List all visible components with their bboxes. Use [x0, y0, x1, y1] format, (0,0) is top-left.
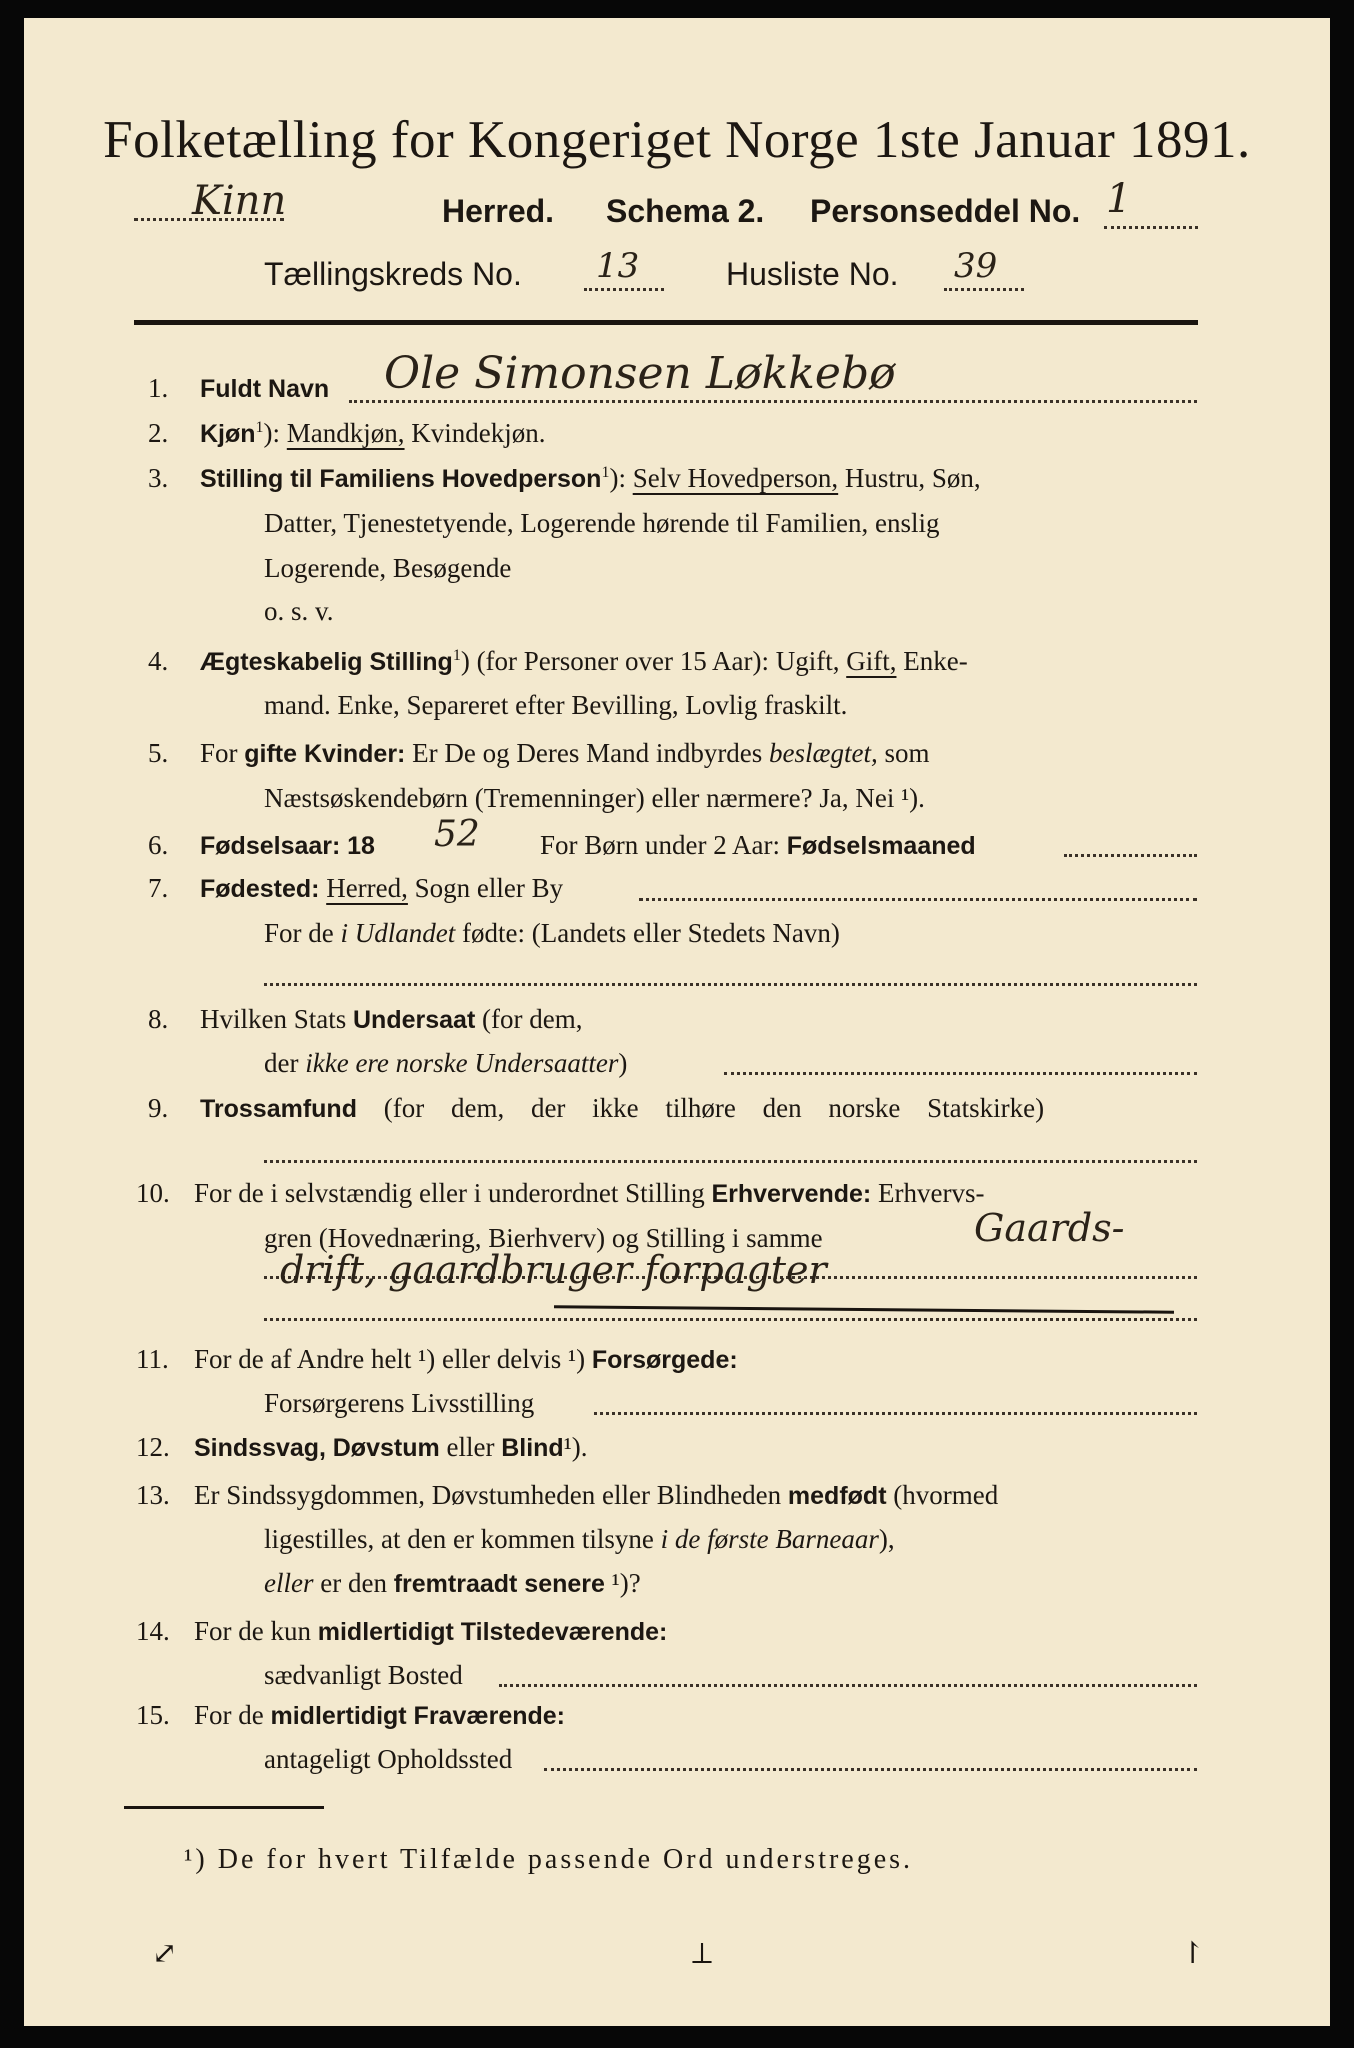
q10-dots2: [264, 1318, 1197, 1321]
q3-option-selv: Selv Hovedperson,: [632, 463, 839, 493]
q10-value2: drift, gaardbruger forpagter: [280, 1248, 827, 1292]
q13-label: medfødt: [787, 1482, 887, 1510]
q2-sup: 1: [255, 419, 264, 436]
q5-text1: Er De og Deres Mand indbyrdes: [412, 738, 763, 768]
q7-line3-dots: [264, 983, 1197, 986]
corner-mark-center: ⟂: [692, 1936, 713, 1971]
q6-line1: [200, 830, 375, 861]
q4-number: 4.: [148, 646, 169, 676]
q11-dots: [594, 1412, 1197, 1415]
q8-line2-post: ): [618, 1048, 628, 1078]
q3-line3: Logerende, Besøgende: [264, 553, 512, 583]
q3-number: 3.: [148, 463, 169, 493]
q7-line2-i: i: [340, 918, 349, 948]
personseddel-value: 1: [1106, 176, 1132, 222]
q5-line2: Næstsøskendebørn (Tremenninger) eller nærmere? Ja, Nei ¹).: [264, 783, 925, 813]
q6-dots: [1064, 854, 1197, 857]
q10-line1: [194, 1178, 984, 1209]
q12-line1: [194, 1432, 588, 1463]
q9-dots: [264, 1160, 1197, 1163]
q2-label: Kjøn: [200, 420, 256, 448]
q5-text1b: som: [884, 738, 930, 768]
q13-line3-mid: er den: [320, 1568, 387, 1598]
q13-line2-pre: ligestilles, at den er kommen tilsyne: [264, 1524, 654, 1554]
q5-beslaegtet: beslægtet,: [769, 738, 878, 768]
q12-label3: Blind: [501, 1434, 564, 1462]
q8-number: 8.: [148, 1004, 169, 1034]
q8-line1: [200, 1004, 582, 1035]
kreds-label: Tællingskreds No.: [264, 256, 522, 292]
q5-pre: For: [200, 738, 238, 768]
footnote: ¹) De for hvert Tilfælde passende Ord understreges.: [184, 1844, 914, 1875]
q11-label: Forsørgede:: [591, 1346, 738, 1374]
q15-dots: [544, 1768, 1197, 1771]
q10-stroke: [554, 1305, 1174, 1313]
q15-pre: For de: [194, 1700, 264, 1730]
q14-label: midlertidigt Tilstedeværende:: [317, 1618, 668, 1646]
q11-line1: [194, 1344, 738, 1375]
herred-label: Herred.: [442, 193, 555, 229]
q13-line1: [194, 1480, 998, 1511]
q14-number: 14.: [136, 1616, 170, 1646]
q4-line2: mand. Enke, Separeret efter Bevilling, Lovlig fraskilt.: [264, 690, 848, 720]
q10-label: Erhvervende:: [711, 1180, 872, 1208]
corner-mark-left: ⤢: [152, 1936, 178, 1971]
q8-line2-it: ikke ere norske Undersaatter: [305, 1048, 619, 1078]
q7-line2: [264, 918, 840, 949]
q14-dots: [499, 1684, 1197, 1687]
q12-mid: eller: [446, 1432, 495, 1462]
q2-option-mandkjon: Mandkjøn,: [286, 418, 405, 448]
q13-pre: Er Sindssygdommen, Døvstumheden eller Blindheden: [194, 1480, 782, 1510]
q15-line1: [194, 1700, 565, 1731]
q7-label: Fødested:: [200, 875, 320, 903]
q3-line1: [200, 463, 981, 494]
q4-paren: ) (for Personer over 15 Aar): Ugift,: [460, 646, 840, 676]
q8-dots: [724, 1072, 1197, 1075]
kreds-value: 13: [596, 246, 640, 286]
q5-line1: [200, 738, 930, 769]
q4-label: Ægteskabelig Stilling: [200, 648, 453, 676]
q10-pre: For de i selvstændig eller i underordnet Stilling: [194, 1178, 705, 1208]
q6-label: Fødselsaar:: [200, 832, 341, 860]
q1-dots: [349, 400, 1197, 403]
q6-number: 6.: [148, 830, 169, 860]
q1-number: 1.: [148, 373, 169, 403]
q10-number: 10.: [136, 1178, 170, 1208]
q5-label: gifte Kvinder:: [244, 740, 406, 768]
q4-line1: [200, 646, 968, 677]
q8-post: (for dem,: [482, 1004, 583, 1034]
q13-line3-eller: eller: [264, 1568, 314, 1598]
q10-line2: gren (Hovednæring, Bierhverv) og Stilling i samme: [264, 1223, 823, 1253]
q6-line1b: [540, 830, 976, 861]
q7-line2-udlandet: Udlandet: [354, 918, 456, 948]
husliste-value: 39: [954, 246, 998, 286]
q12-label2: Døvstum: [332, 1434, 440, 1462]
q13-number: 13.: [136, 1480, 170, 1510]
corner-mark-right: ↾: [1180, 1936, 1206, 1971]
kreds-dots: [584, 288, 664, 291]
q7-line1: [200, 873, 563, 904]
footnote-rule: [124, 1806, 324, 1809]
q2-colon: ):: [263, 418, 281, 448]
q14-line1: [194, 1616, 667, 1647]
q3-sup: 1: [601, 464, 610, 481]
header-rule: [134, 320, 1198, 325]
q12-post: ¹).: [563, 1432, 588, 1462]
q15-line2: antageligt Opholdssted: [264, 1744, 513, 1774]
q2-option-kvindekjon: Kvindekjøn.: [411, 418, 546, 448]
q12-label1: Sindssvag,: [194, 1434, 326, 1462]
q9-text: (for dem, der ikke tilhøre den norske Statskirke): [383, 1093, 1045, 1123]
q8-label: Undersaat: [353, 1006, 476, 1034]
q4-sup: 1: [452, 647, 461, 664]
q13-line3: [264, 1568, 641, 1599]
q6-text: For Børn under 2 Aar:: [540, 830, 780, 860]
q8-line2-pre: der: [264, 1048, 299, 1078]
q1-label: Fuldt Navn: [200, 375, 330, 403]
q7-option-herred: Herred,: [326, 873, 408, 903]
q11-pre: For de af Andre helt ¹) eller delvis ¹): [194, 1344, 586, 1374]
q13-line2-it: i de første Barneaar: [660, 1524, 879, 1554]
husliste-label: Husliste No.: [726, 256, 899, 292]
q6-prefix: 18: [347, 832, 375, 860]
q4-option-gift: Gift,: [846, 646, 897, 676]
q15-label: midlertidigt Fraværende:: [270, 1702, 565, 1730]
q14-pre: For de kun: [194, 1616, 311, 1646]
q3-label: Stilling til Familiens Hovedperson: [200, 465, 602, 493]
q7-line2-post: fødte: (Landets eller Stedets Navn): [462, 918, 840, 948]
q8-line2: [264, 1048, 627, 1079]
q10-post: Erhvervs-: [878, 1178, 985, 1208]
q11-line2: Forsørgerens Livsstilling: [264, 1388, 535, 1418]
q14-line2: sædvanligt Bosted: [264, 1660, 463, 1690]
form-title: Folketælling for Kongeriget Norge 1ste Januar 1891.: [103, 111, 1251, 169]
schema-label: Schema 2.: [606, 193, 765, 229]
personseddel-dots: [1104, 226, 1198, 229]
census-form: [24, 18, 1330, 2026]
q6-label2: Fødselsmaaned: [786, 832, 976, 860]
q9-label: Trossamfund: [200, 1095, 357, 1123]
q13-line3-bold: fremtraadt senere: [393, 1570, 605, 1598]
q8-pre: Hvilken Stats: [200, 1004, 347, 1034]
q7-number: 7.: [148, 873, 169, 903]
q13-line2-post: ),: [878, 1524, 895, 1554]
husliste-dots: [944, 288, 1024, 291]
q4-rest1: Enke-: [903, 646, 968, 676]
q3-colon: ):: [609, 463, 626, 493]
q13-line2: [264, 1524, 895, 1555]
q7-dots: [639, 898, 1197, 901]
q3-rest1: Hustru, Søn,: [844, 463, 981, 493]
q2-text: [200, 418, 546, 449]
q3-line4: o. s. v.: [264, 596, 334, 626]
q13-line3-post: ¹)?: [611, 1568, 641, 1598]
q7-rest: Sogn eller By: [414, 873, 564, 903]
personseddel-label: Personseddel No.: [810, 193, 1081, 229]
q15-number: 15.: [136, 1700, 170, 1730]
q9-line1: [200, 1093, 1190, 1124]
q5-number: 5.: [148, 738, 169, 768]
q11-number: 11.: [136, 1344, 169, 1374]
q3-line2: Datter, Tjenestetyende, Logerende hørende til Familien, enslig: [264, 508, 940, 538]
q13-post: (hvormed: [893, 1480, 999, 1510]
herred-value: Kinn: [192, 178, 287, 224]
q1-name-value: Ole Simonsen Løkkebø: [384, 348, 896, 399]
q12-number: 12.: [136, 1432, 170, 1462]
q10-value1: Gaards-: [974, 1206, 1125, 1250]
q6-year-value: 52: [434, 814, 480, 855]
q9-number: 9.: [148, 1093, 169, 1123]
q7-line2-pre: For de: [264, 918, 334, 948]
q2-number: 2.: [148, 418, 169, 448]
